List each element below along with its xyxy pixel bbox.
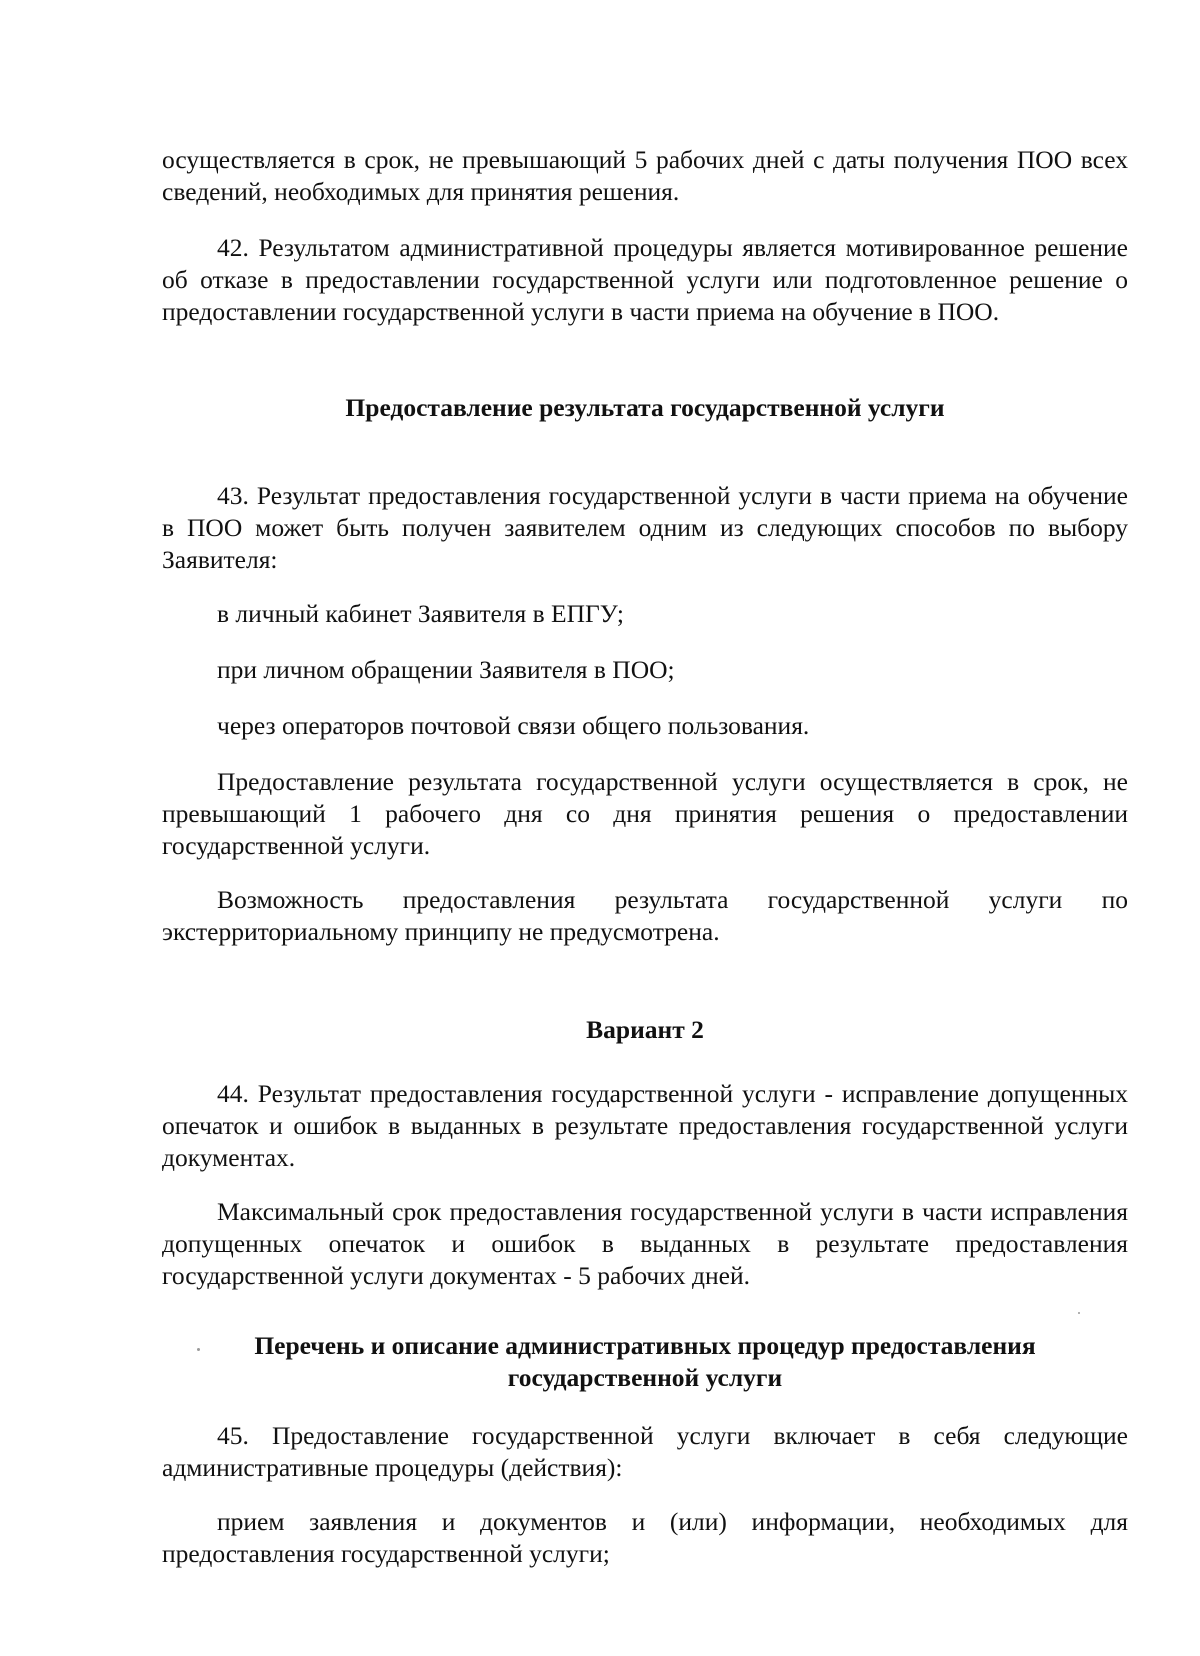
- scan-speck: [1078, 1312, 1080, 1314]
- paragraph-43-item-2: при личном обращении Заявителя в ПОО;: [217, 655, 675, 684]
- paragraph-42: 42. Результатом административной процедуры является мотивированное решение об отказе в предоставлении государственной услуги или подготовленное решение о предоставлении государственной услуги в части приема на обучение в ПОО.: [162, 233, 1128, 326]
- paragraph-45: 45. Предоставление государственной услуги включает в себя следующие административные процедуры (действия):: [162, 1421, 1128, 1482]
- heading-variant-2: Вариант 2: [586, 1015, 704, 1044]
- heading-result-provision: Предоставление результата государственной услуги: [345, 393, 945, 422]
- paragraph-43-item-1: в личный кабинет Заявителя в ЕПГУ;: [217, 599, 624, 628]
- paragraph-max-term: Максимальный срок предоставления государственной услуги в части исправления допущенных опечаток и ошибок в выданных в результате предоставления государственной услуги документах - 5 рабочих дней.: [162, 1197, 1128, 1290]
- paragraph-43-item-3: через операторов почтовой связи общего пользования.: [217, 711, 810, 740]
- paragraph-result-term: Предоставление результата государственной услуги осуществляется в срок, не превышающий 1 рабочего дня со дня принятия решения о предоставлении государственной услуги.: [162, 767, 1128, 860]
- paragraph-43: 43. Результат предоставления государственной услуги в части приема на обучение в ПОО может быть получен заявителем одним из следующих способов по выбору Заявителя:: [162, 481, 1128, 574]
- heading-procedures-list: Перечень и описание административных процедур предоставления государственной услуги: [254, 1331, 1036, 1392]
- scan-speck: [197, 1348, 200, 1351]
- paragraph-continuation: осуществляется в срок, не превышающий 5 рабочих дней с даты получения ПОО всех сведений, необходимых для принятия решения.: [162, 145, 1128, 206]
- paragraph-45-item-1: прием заявления и документов и (или) информации, необходимых для предоставления государственной услуги;: [162, 1507, 1128, 1568]
- paragraph-extraterritorial: Возможность предоставления результата государственной услуги по экстерриториальному принципу не предусмотрена.: [162, 885, 1128, 946]
- paragraph-44: 44. Результат предоставления государственной услуги - исправление допущенных опечаток и ошибок в выданных в результате предоставления государственной услуги документах.: [162, 1079, 1128, 1172]
